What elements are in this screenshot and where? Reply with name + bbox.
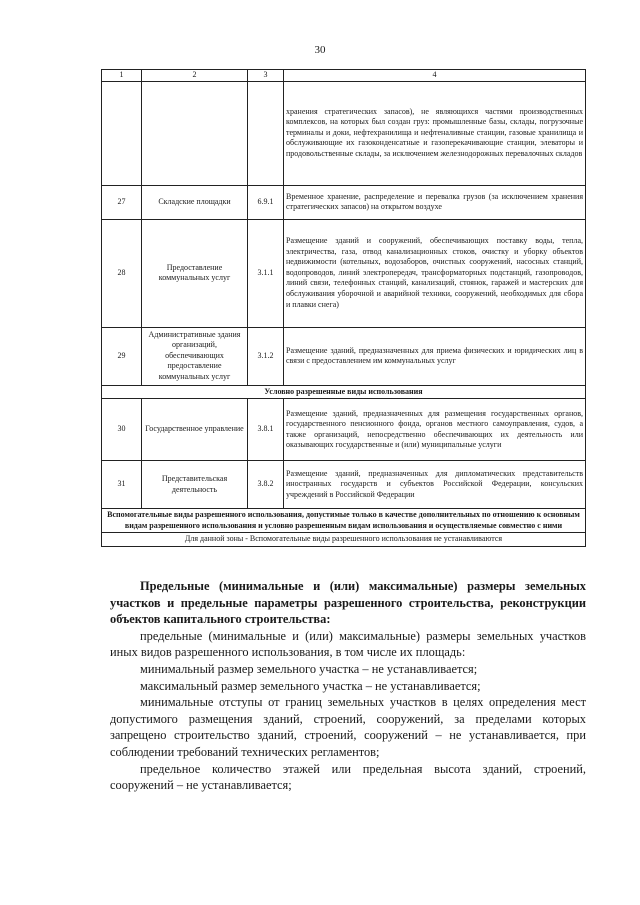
header-col-2: 2 <box>142 70 248 82</box>
row-name: Административные здания организаций, обеспечивающих предоставление коммунальных услуг <box>142 327 248 385</box>
table-row <box>102 327 586 385</box>
header-col-4: 4 <box>284 70 586 82</box>
row-description: Размещение зданий, предназначенных для размещения государственных органов, государственного пенсионного фонда, органов местного самоуправления, судов, а также организаций, непосредственно обеспечивающих их деятельность или оказывающих государственные и (или) муниципальные услуги <box>284 399 586 461</box>
regulation-paragraph: минимальный размер земельного участка – не устанавливается; <box>140 661 478 676</box>
row-code <box>248 81 284 185</box>
zone-note-row <box>102 533 586 547</box>
conditional-section-row <box>102 385 586 399</box>
table-row-continuation <box>102 81 586 185</box>
row-description: Размещение зданий, предназначенных для приема физических и юридических лиц в связи с предоставлением им коммунальных услуг <box>284 327 586 385</box>
row-code: 3.8.2 <box>248 461 284 509</box>
row-num: 28 <box>102 219 142 327</box>
row-name: Государственное управление <box>142 399 248 461</box>
regulation-paragraph: предельные (минимальные и (или) максимальные) размеры земельных участков иных видов разрешенного использования, в том числе их площадь: <box>110 628 586 660</box>
row-description: Временное хранение, распределение и перевалка грузов (за исключением хранения стратегических запасов) на открытом воздухе <box>284 185 586 219</box>
row-description: Размещение зданий, предназначенных для дипломатических представительств иностранных государств и субъектов Российской Федерации, консульских учреждений в Российской Федерации <box>284 461 586 509</box>
regulation-paragraph: предельное количество этажей или предельная высота зданий, строений, сооружений – не устанавливается; <box>110 761 586 793</box>
row-name: Складские площадки <box>142 185 248 219</box>
row-name: Представительская деятельность <box>142 461 248 509</box>
row-name <box>142 81 248 185</box>
row-code: 3.1.1 <box>248 219 284 327</box>
row-num: 31 <box>102 461 142 509</box>
table-row <box>102 185 586 219</box>
table-row <box>102 219 586 327</box>
zone-note: Для данной зоны - Вспомогательные виды разрешенного использования не устанавливаются <box>102 533 586 547</box>
regulation-paragraph: максимальный размер земельного участка – не устанавливается; <box>140 678 481 693</box>
header-col-3: 3 <box>248 70 284 82</box>
table-header-row <box>102 70 586 82</box>
row-name: Предоставление коммунальных услуг <box>142 219 248 327</box>
regulation-paragraph: минимальные отступы от границ земельных участков в целях определения мест допустимого размещения зданий, строений, сооружений, за пределами которых запрещено строительство зданий, строений, сооружений – не устанавливается, при соблюдении требований технических регламентов; <box>110 695 586 759</box>
regulations-text <box>110 578 586 794</box>
page-number: 30 <box>314 44 326 56</box>
row-code: 3.8.1 <box>248 399 284 461</box>
regulations-heading: Предельные (минимальные и (или) максимальные) размеры земельных участков и предельные параметры разрешенного строительства, реконструкции объектов капитального строительства: <box>110 579 586 627</box>
row-code: 3.1.2 <box>248 327 284 385</box>
row-description: Размещение зданий и сооружений, обеспечивающих поставку воды, тепла, электричества, газа, отвод канализационных стоков, очистку и уборку объектов недвижимости (котельных, водозаборов, очистных сооружений, насосных станций, водопроводов, линий электропередач, трансформаторных подстанций, газопроводов, линий связи, телефонных станций, канализаций, стоянок, гаражей и мастерских для обслуживания уборочной и аварийной техники, сооружений, необходимых для сбора и плавки снега) <box>284 219 586 327</box>
table-row <box>102 461 586 509</box>
auxiliary-section-row <box>102 509 586 533</box>
row-code: 6.9.1 <box>248 185 284 219</box>
row-num: 29 <box>102 327 142 385</box>
row-description: хранения стратегических запасов), не являющихся частями производственных комплексов, на которых был создан груз: промышленные базы, склады, погрузочные терминалы и доки, нефтехранилища и нефтеналивные станции, газовые хранилища и обслуживающие их газоконденсатные и газоперекачивающие станции, элеваторы и продовольственные склады, за исключением железнодорожных перевалочных складов <box>284 81 586 185</box>
table-row <box>102 399 586 461</box>
auxiliary-section-title: Вспомогательные виды разрешенного использования, допустимые только в качестве дополнительных по отношению к основным видам разрешенного использования и условно разрешенным видам использования и осуществляемые совместно с ними <box>102 509 586 533</box>
row-num <box>102 81 142 185</box>
land-use-table <box>101 69 586 547</box>
row-num: 27 <box>102 185 142 219</box>
conditional-section-title: Условно разрешенные виды использования <box>102 385 586 399</box>
row-num: 30 <box>102 399 142 461</box>
header-col-1: 1 <box>102 70 142 82</box>
